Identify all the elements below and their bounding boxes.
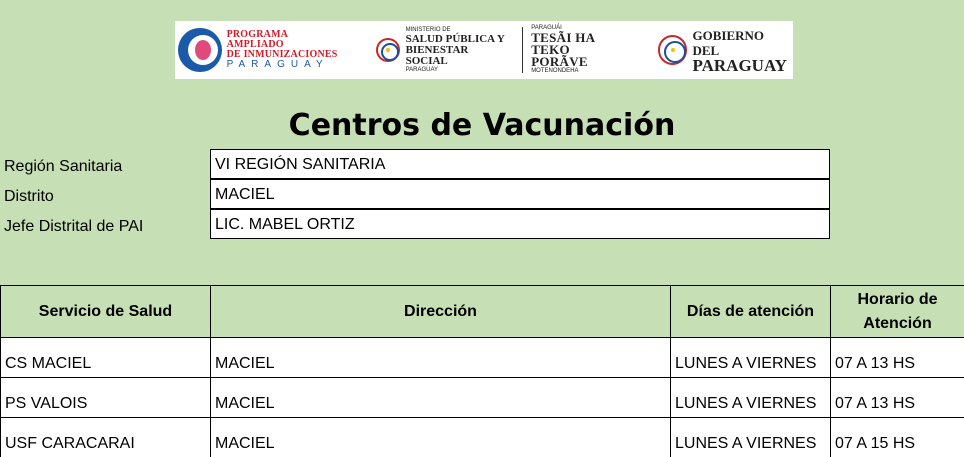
ministry-logo-line2: BIENESTAR SOCIAL [405,43,469,67]
cell-address: MACIEL [211,418,671,457]
pai-logo [178,28,346,72]
logo-divider [522,27,523,73]
tesai-logo-line1: TESÃI HA TEKO [531,30,595,57]
header-health-service: Servicio de Salud [1,286,211,338]
pai-chief-label: Jefe Distrital de PAI [4,218,144,235]
district-value: MACIEL [210,179,830,209]
cell-health-service: PS VALOIS [1,378,211,418]
gobierno-logo [658,28,793,73]
header-address: Dirección [211,286,671,338]
region-label: Región Sanitaria [4,158,123,175]
cell-hours: 07 A 15 HS [831,418,964,457]
ministry-logo [376,27,512,74]
cell-hours: 07 A 13 HS [831,378,964,418]
logo-banner [175,21,793,79]
page-title: Centros de Vacunación [288,108,676,143]
gobierno-logo-line1: GOBIERNO DEL [692,27,764,58]
ministry-logo-small2: PARAGUAY [405,66,439,73]
pai-emblem-icon [178,28,222,72]
pai-logo-line2: DE INMUNIZACIONES [226,49,338,60]
table-row [1,418,964,457]
pai-logo-line3: PARAGUAY [226,59,329,70]
cell-days: LUNES A VIERNES [671,378,831,418]
header-days: Días de atención [671,286,831,338]
national-seal-icon [658,35,688,65]
cell-days: LUNES A VIERNES [671,418,831,457]
pai-logo-line1: PROGRAMA AMPLIADO [226,29,288,50]
tesai-logo [531,25,636,75]
pai-chief-value: LIC. MABEL ORTIZ [210,209,830,239]
cell-health-service: CS MACIEL [1,338,211,378]
national-seal-icon [376,38,400,62]
table-row [1,378,964,418]
cell-hours: 07 A 13 HS [831,338,964,378]
cell-days: LUNES A VIERNES [671,338,831,378]
ministry-logo-line1: SALUD PÚBLICA Y [405,32,505,45]
ministry-logo-small: MINISTERIO DE [405,26,451,33]
district-label: Distrito [4,188,54,205]
gobierno-logo-line2: PARAGUAY [692,55,787,75]
header-hours: Horario de Atención [831,286,964,338]
table-row [1,338,964,378]
cell-health-service: USF CARACARAI [1,418,211,457]
cell-address: MACIEL [211,338,671,378]
cell-address: MACIEL [211,378,671,418]
vaccination-centers-table [0,285,964,457]
tesai-logo-small2: MOTENONDEHA [531,68,579,74]
tesai-logo-line2: PORÃVE [531,54,588,69]
table-header-row [1,286,964,338]
tesai-logo-small: PARAGUÁI [531,25,562,31]
region-value: VI REGIÓN SANITARIA [210,149,830,179]
